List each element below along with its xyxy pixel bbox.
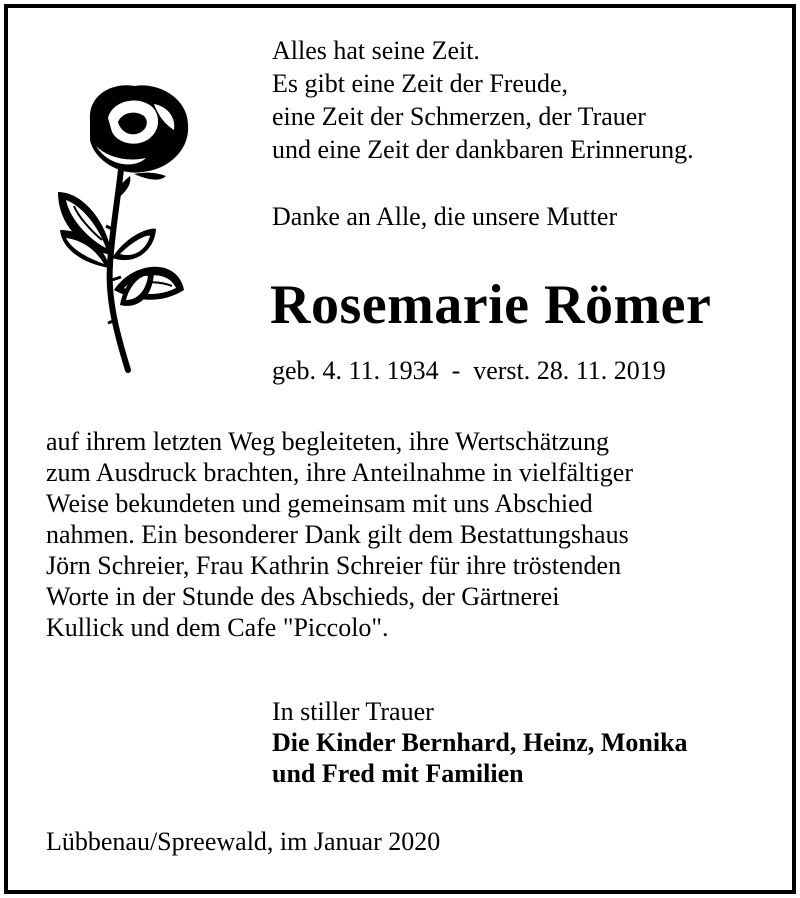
body-line: Weise bekundeten und gemeinsam mit uns Abschied [46,489,593,518]
thanks-body [46,426,633,643]
family-names-continued: und Fred mit Familien [272,759,524,788]
body-line: Jörn Schreier, Frau Kathrin Schreier für ihre tröstenden [46,551,622,580]
rose-icon [50,80,200,375]
place-date: Lübbenau/Spreewald, im Januar 2020 [46,827,441,856]
body-line: Worte in der Stunde des Abschieds, der Gärtnerei [46,582,560,611]
body-line: auf ihrem letzten Weg begleiteten, ihre Wertschätzung [46,427,610,456]
family-names: Die Kinder Bernhard, Heinz, Monika [272,728,688,757]
body-line: nahmen. Ein besonderer Dank gilt dem Bestattungshaus [46,520,629,549]
poem-line: Alles hat seine Zeit. [272,36,480,65]
life-dates: geb. 4. 11. 1934 - verst. 28. 11. 2019 [272,356,666,385]
deceased-name: Rosemarie Römer [270,274,712,336]
thanks-line: Danke an Alle, die unsere Mutter [272,202,618,231]
body-line: zum Ausdruck brachten, ihre Anteilnahme in vielfältiger [46,458,633,487]
signature-intro: In stiller Trauer [272,697,434,726]
poem [272,34,694,166]
signature-block [272,696,688,789]
poem-line: eine Zeit der Schmerzen, der Trauer [272,102,646,131]
body-line: Kullick und dem Cafe "Piccolo". [46,613,389,642]
poem-line: und eine Zeit der dankbaren Erinnerung. [272,135,694,164]
poem-line: Es gibt eine Zeit der Freude, [272,69,569,98]
